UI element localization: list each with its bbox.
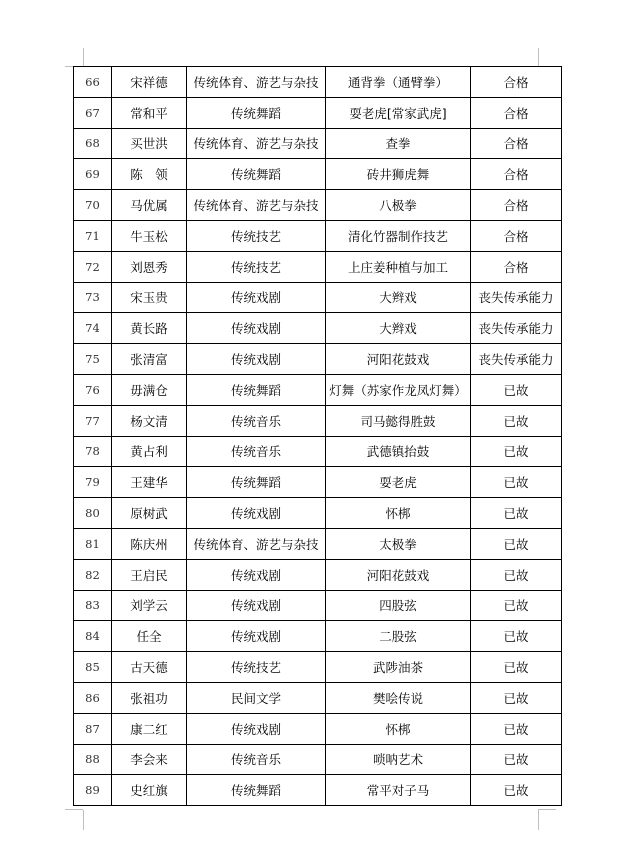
project-name-cell: 大辫戏 [326, 313, 471, 344]
status-cell: 已故 [471, 590, 562, 621]
table-row [74, 682, 562, 713]
status-cell: 已故 [471, 498, 562, 529]
project-name-cell: 二股弦 [326, 621, 471, 652]
status-cell: 已故 [471, 621, 562, 652]
status-cell: 丧失传承能力 [471, 313, 562, 344]
category-cell: 传统音乐 [187, 405, 326, 436]
row-number-cell: 78 [74, 436, 112, 467]
row-number-cell: 74 [74, 313, 112, 344]
status-cell: 已故 [471, 559, 562, 590]
project-name-cell: 唢呐艺术 [326, 744, 471, 775]
category-cell: 传统音乐 [187, 436, 326, 467]
inheritor-name-cell: 张清富 [112, 344, 187, 375]
table-row [74, 713, 562, 744]
table-row [74, 313, 562, 344]
inheritor-name-cell: 宋祥德 [112, 67, 187, 98]
row-number-cell: 73 [74, 282, 112, 313]
category-cell: 传统技艺 [187, 220, 326, 251]
project-name-cell: 武陟油茶 [326, 652, 471, 683]
row-number-cell: 75 [74, 344, 112, 375]
category-cell: 传统戏剧 [187, 559, 326, 590]
crop-mark-bottom-left-h [65, 809, 83, 810]
inheritor-name-cell: 刘学云 [112, 590, 187, 621]
status-cell: 已故 [471, 652, 562, 683]
row-number-cell: 87 [74, 713, 112, 744]
row-number-cell: 72 [74, 251, 112, 282]
table-row [74, 251, 562, 282]
status-cell: 已故 [471, 405, 562, 436]
project-name-cell: 上庄姜种植与加工 [326, 251, 471, 282]
table-row [74, 344, 562, 375]
status-cell: 合格 [471, 190, 562, 221]
category-cell: 民间文学 [187, 682, 326, 713]
row-number-cell: 66 [74, 67, 112, 98]
project-name-cell: 河阳花鼓戏 [326, 344, 471, 375]
inheritor-name-cell: 张祖功 [112, 682, 187, 713]
row-number-cell: 89 [74, 775, 112, 806]
category-cell: 传统戏剧 [187, 282, 326, 313]
table-row [74, 220, 562, 251]
project-name-cell: 太极拳 [326, 528, 471, 559]
project-name-cell: 灯舞（苏家作龙凤灯舞） [326, 374, 471, 405]
category-cell: 传统舞蹈 [187, 775, 326, 806]
crop-mark-top-right-v [538, 48, 539, 66]
category-cell: 传统戏剧 [187, 313, 326, 344]
row-number-cell: 82 [74, 559, 112, 590]
project-name-cell: 砖井狮虎舞 [326, 159, 471, 190]
inheritor-name-cell: 李会来 [112, 744, 187, 775]
table-row [74, 97, 562, 128]
category-cell: 传统体育、游艺与杂技 [187, 67, 326, 98]
category-cell: 传统戏剧 [187, 590, 326, 621]
inheritor-name-cell: 买世洪 [112, 128, 187, 159]
table-row [74, 775, 562, 806]
status-cell: 已故 [471, 436, 562, 467]
project-name-cell: 八极拳 [326, 190, 471, 221]
inheritor-name-cell: 杨文清 [112, 405, 187, 436]
inheritor-name-cell: 王启民 [112, 559, 187, 590]
status-cell: 合格 [471, 220, 562, 251]
table-row [74, 621, 562, 652]
table-row [74, 528, 562, 559]
table-body [74, 67, 562, 806]
table-row [74, 559, 562, 590]
inheritor-name-cell: 黄长路 [112, 313, 187, 344]
project-name-cell: 常平对子马 [326, 775, 471, 806]
status-cell: 已故 [471, 744, 562, 775]
inheritor-name-cell: 任全 [112, 621, 187, 652]
project-name-cell: 司马懿得胜鼓 [326, 405, 471, 436]
status-cell: 合格 [471, 159, 562, 190]
category-cell: 传统戏剧 [187, 713, 326, 744]
row-number-cell: 84 [74, 621, 112, 652]
table-row [74, 190, 562, 221]
row-number-cell: 80 [74, 498, 112, 529]
inheritor-name-cell: 毋满仓 [112, 374, 187, 405]
status-cell: 丧失传承能力 [471, 344, 562, 375]
crop-mark-bottom-left-v [83, 810, 84, 830]
category-cell: 传统舞蹈 [187, 159, 326, 190]
status-cell: 丧失传承能力 [471, 282, 562, 313]
category-cell: 传统音乐 [187, 744, 326, 775]
row-number-cell: 88 [74, 744, 112, 775]
table-row [74, 467, 562, 498]
status-cell: 已故 [471, 374, 562, 405]
row-number-cell: 83 [74, 590, 112, 621]
inheritor-name-cell: 牛玉松 [112, 220, 187, 251]
inheritor-name-cell: 古天德 [112, 652, 187, 683]
crop-mark-bottom-right-h [538, 809, 556, 810]
row-number-cell: 79 [74, 467, 112, 498]
inheritor-name-cell: 康二红 [112, 713, 187, 744]
row-number-cell: 67 [74, 97, 112, 128]
status-cell: 合格 [471, 128, 562, 159]
row-number-cell: 76 [74, 374, 112, 405]
row-number-cell: 70 [74, 190, 112, 221]
project-name-cell: 清化竹器制作技艺 [326, 220, 471, 251]
row-number-cell: 68 [74, 128, 112, 159]
category-cell: 传统技艺 [187, 251, 326, 282]
inheritor-name-cell: 宋玉贵 [112, 282, 187, 313]
table-row [74, 744, 562, 775]
category-cell: 传统技艺 [187, 652, 326, 683]
status-cell: 合格 [471, 97, 562, 128]
category-cell: 传统戏剧 [187, 621, 326, 652]
project-name-cell: 樊哙传说 [326, 682, 471, 713]
crop-mark-bottom-right-v [538, 810, 539, 830]
table-row [74, 282, 562, 313]
status-cell: 已故 [471, 528, 562, 559]
project-name-cell: 武德镇抬鼓 [326, 436, 471, 467]
inheritor-name-cell: 陈庆州 [112, 528, 187, 559]
category-cell: 传统体育、游艺与杂技 [187, 528, 326, 559]
inheritor-name-cell: 刘恩秀 [112, 251, 187, 282]
table-row [74, 159, 562, 190]
status-cell: 合格 [471, 251, 562, 282]
project-name-cell: 耍老虎 [326, 467, 471, 498]
table-row [74, 590, 562, 621]
row-number-cell: 77 [74, 405, 112, 436]
status-cell: 合格 [471, 67, 562, 98]
table-row [74, 128, 562, 159]
table-row [74, 498, 562, 529]
category-cell: 传统体育、游艺与杂技 [187, 128, 326, 159]
inheritor-name-cell: 王建华 [112, 467, 187, 498]
status-cell: 已故 [471, 682, 562, 713]
project-name-cell: 四股弦 [326, 590, 471, 621]
inheritor-name-cell: 马优属 [112, 190, 187, 221]
project-name-cell: 通背拳（通臂拳） [326, 67, 471, 98]
row-number-cell: 81 [74, 528, 112, 559]
status-cell: 已故 [471, 775, 562, 806]
row-number-cell: 69 [74, 159, 112, 190]
row-number-cell: 86 [74, 682, 112, 713]
project-name-cell: 查拳 [326, 128, 471, 159]
inheritor-name-cell: 黄占利 [112, 436, 187, 467]
project-name-cell: 河阳花鼓戏 [326, 559, 471, 590]
project-name-cell: 大辫戏 [326, 282, 471, 313]
table-row [74, 436, 562, 467]
category-cell: 传统舞蹈 [187, 97, 326, 128]
project-name-cell: 耍老虎[常家武虎] [326, 97, 471, 128]
table-row [74, 652, 562, 683]
project-name-cell: 怀梆 [326, 713, 471, 744]
inheritor-name-cell: 史红旗 [112, 775, 187, 806]
category-cell: 传统舞蹈 [187, 467, 326, 498]
category-cell: 传统戏剧 [187, 344, 326, 375]
category-cell: 传统戏剧 [187, 498, 326, 529]
row-number-cell: 71 [74, 220, 112, 251]
table-row [74, 405, 562, 436]
inheritor-name-cell: 陈 领 [112, 159, 187, 190]
category-cell: 传统舞蹈 [187, 374, 326, 405]
inheritor-name-cell: 常和平 [112, 97, 187, 128]
inheritor-name-cell: 原树武 [112, 498, 187, 529]
table-row [74, 67, 562, 98]
project-name-cell: 怀梆 [326, 498, 471, 529]
inheritor-table [73, 66, 562, 806]
status-cell: 已故 [471, 713, 562, 744]
category-cell: 传统体育、游艺与杂技 [187, 190, 326, 221]
row-number-cell: 85 [74, 652, 112, 683]
crop-mark-top-left-v [83, 48, 84, 66]
status-cell: 已故 [471, 467, 562, 498]
table-row [74, 374, 562, 405]
